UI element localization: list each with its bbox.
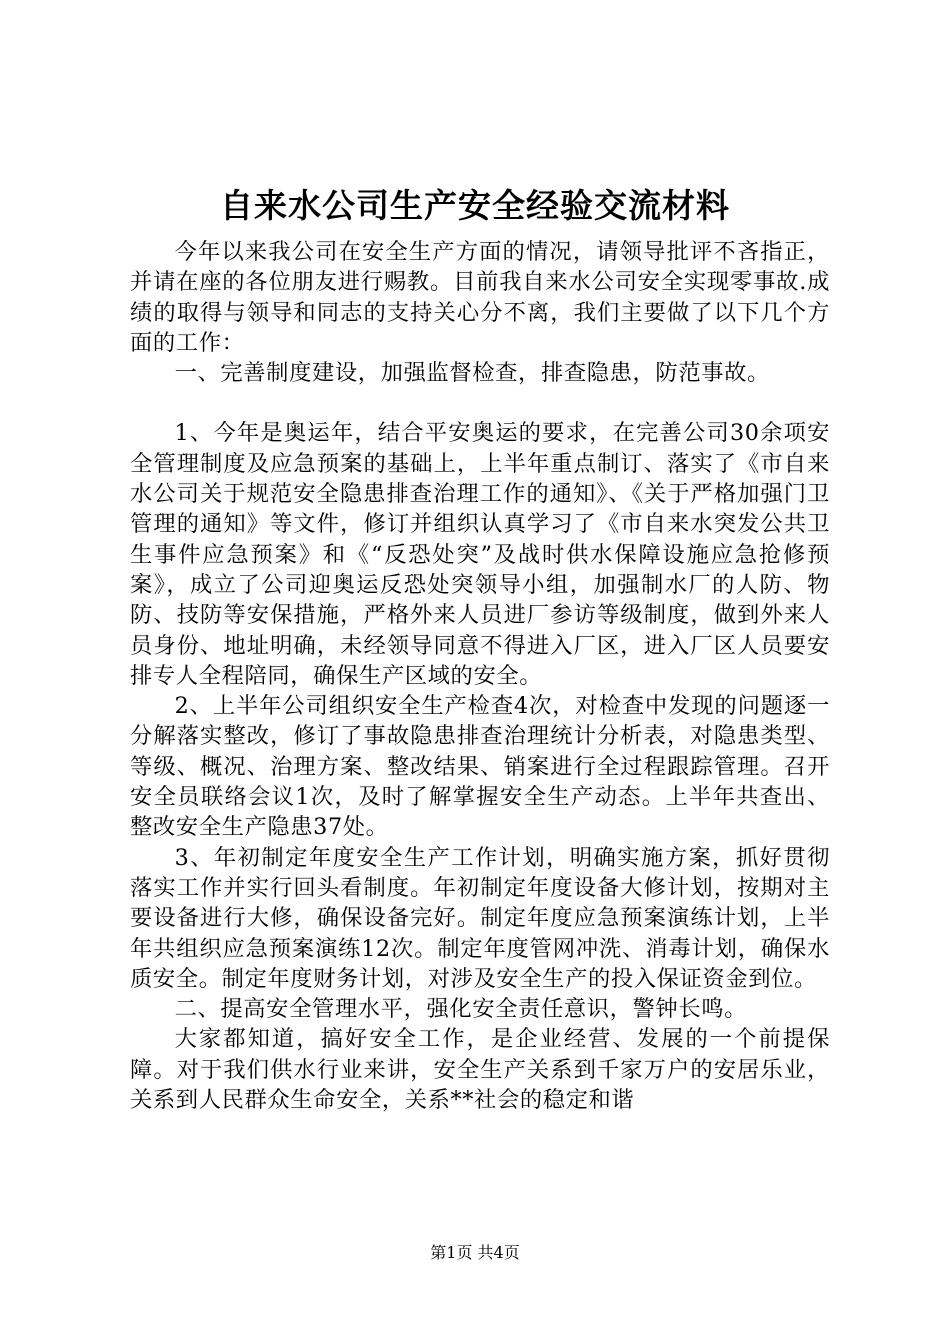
paragraph-item-3: 3、年初制定年度安全生产工作计划，明确实施方案，抓好贯彻落实工作并实行回头看制度。年初制定年度设备大修计划，按期对主要设备进行大修，确保设备完好。制定年度应急预案演练计划，上半年共组织应急预案演练12次。制定年度管网冲洗、消毒计划，确保水质安全。制定年度财务计划，对涉及安全生产的投入保证资金到位。: [130, 844, 830, 992]
paragraph-item-2: 2、上半年公司组织安全生产检查4次，对检查中发现的问题逐一分解落实整改，修订了事故隐患排查治理统计分析表，对隐患类型、等级、概况、治理方案、整改结果、销案进行全过程跟踪管理。召开安全员联络会议1次，及时了解掌握安全生产动态。上半年共查出、整改安全生产隐患37处。: [130, 693, 830, 841]
paragraph-section-2: 大家都知道，搞好安全工作，是企业经营、发展的一个前提保障。对于我们供水行业来讲，安全生产关系到千家万户的安居乐业，关系到人民群众生命安全，关系**社会的稳定和谐: [130, 1026, 830, 1114]
paragraph-intro: 今年以来我公司在安全生产方面的情况，请领导批评不吝指正，并请在座的各位朋友进行赐教。目前我自来水公司安全实现零事故.成绩的取得与领导和同志的支持关心分不离，我们主要做了以下几个方面的工作：: [130, 239, 830, 356]
page-number-footer: 第1页 共4页: [430, 1243, 520, 1262]
document-title: 自来水公司生产安全经验交流材料: [220, 186, 730, 225]
section-heading-2: 二、提高安全管理水平，强化安全责任意识，警钟长鸣。: [174, 996, 748, 1023]
document-body: [130, 237, 830, 1115]
paragraph-spacer: [130, 388, 830, 418]
section-heading-1: 一、完善制度建设，加强监督检查，排查隐患，防范事故。: [174, 360, 770, 387]
paragraph-item-1: 1、今年是奥运年，结合平安奥运的要求，在完善公司30余项安全管理制度及应急预案的基础上，上半年重点制订、落实了《市自来水公司关于规范安全隐患排查治理工作的通知》、《关于严格加强门卫管理的通知》等文件，修订并组织认真学习了《市自来水突发公共卫生事件应急预案》和《“反恐处突”及战时供水保障设施应急抢修预案》，成立了公司迎奥运反恐处突领导小组，加强制水厂的人防、物防、技防等安保措施，严格外来人员进厂参访等级制度，做到外来人员身份、地址明确，未经领导同意不得进入厂区，进入厂区人员要安排专人全程陪同，确保生产区域的安全。: [130, 420, 830, 689]
